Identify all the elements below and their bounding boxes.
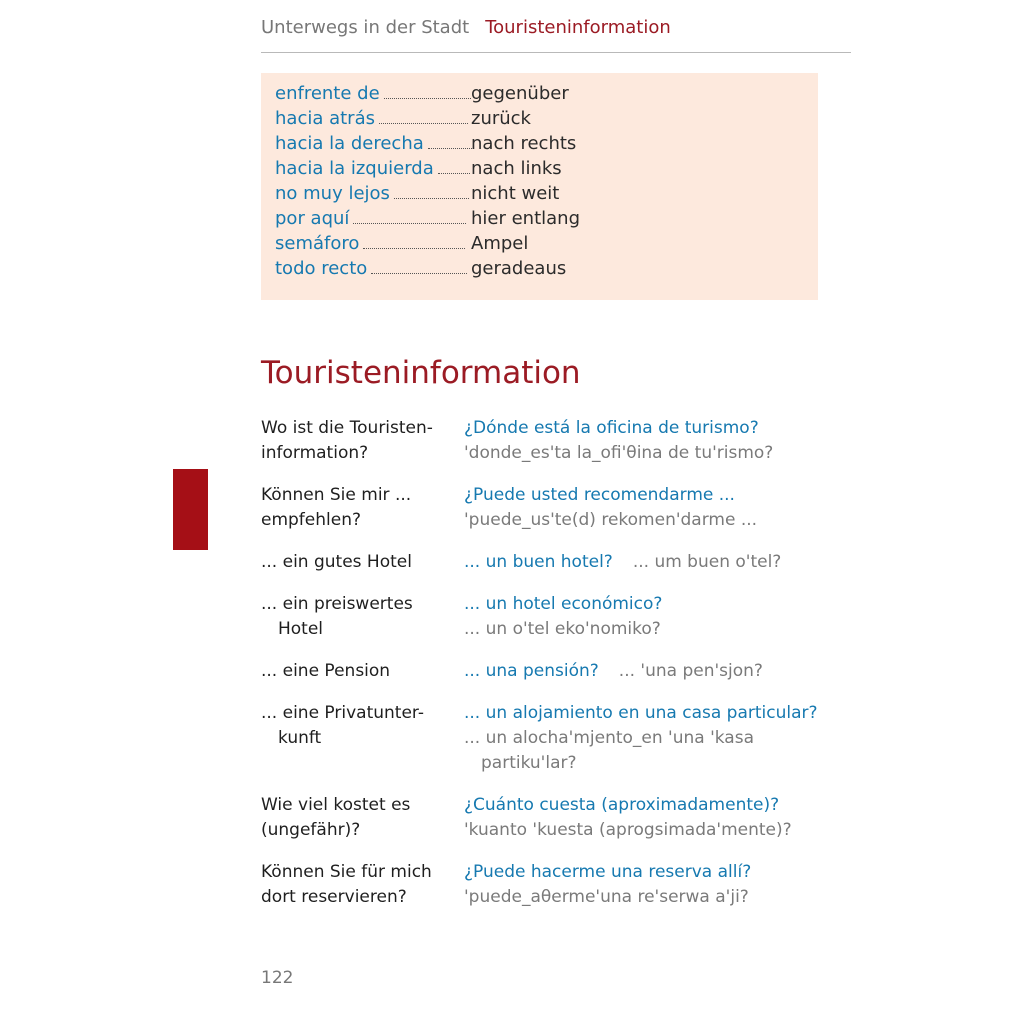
phrase-pronunciation: ... um buen o'tel? bbox=[632, 552, 782, 572]
phrase-spanish-text: ¿Cuánto cuesta (aproximadamente)? bbox=[464, 795, 780, 815]
vocab-german: gegenüber bbox=[471, 83, 569, 104]
phrase-german-line: Können Sie mir ... bbox=[261, 485, 412, 505]
phrase-pronunciation: ... un o'tel eko'nomiko? bbox=[464, 619, 661, 639]
phrase-german-line: ... eine Privatunter- bbox=[261, 703, 424, 723]
dot-leader bbox=[438, 173, 470, 174]
vocab-row bbox=[275, 106, 531, 131]
dot-leader bbox=[363, 248, 465, 249]
phrase-pronunciation: partiku'lar? bbox=[481, 753, 577, 773]
vocab-row bbox=[275, 81, 569, 106]
dot-leader bbox=[379, 123, 468, 124]
phrase-german-line: ... ein preiswertes bbox=[261, 594, 413, 614]
vocab-row bbox=[275, 231, 529, 256]
vocab-spanish: semáforo bbox=[275, 233, 360, 254]
chapter-tab-marker bbox=[173, 469, 208, 550]
vocab-german: hier entlang bbox=[471, 208, 581, 229]
phrase-spanish bbox=[464, 860, 864, 910]
phrase-german-line: Können Sie für mich bbox=[261, 862, 432, 882]
vocab-spanish: no muy lejos bbox=[275, 183, 390, 204]
phrase-german bbox=[261, 592, 456, 642]
dot-leader bbox=[384, 98, 471, 99]
vocab-spanish: hacia atrás bbox=[275, 108, 375, 129]
phrase-german-line: dort reservieren? bbox=[261, 887, 407, 907]
phrase-spanish bbox=[464, 793, 864, 843]
phrase-german bbox=[261, 793, 456, 843]
phrase-german bbox=[261, 860, 456, 910]
vocabulary-box bbox=[261, 73, 818, 300]
phrase-spanish-text: ... una pensión? bbox=[464, 661, 599, 681]
phrase-spanish bbox=[464, 659, 864, 684]
phrase-spanish bbox=[464, 701, 864, 776]
header-subsection: Touristeninformation bbox=[485, 17, 671, 38]
running-header bbox=[261, 14, 851, 53]
phrase-german-line: Hotel bbox=[278, 619, 324, 639]
phrase-german bbox=[261, 701, 456, 751]
phrase-spanish-text: ¿Dónde está la oficina de turismo? bbox=[464, 418, 759, 438]
phrase-german-line: Wo ist die Touristen- bbox=[261, 418, 433, 438]
page-title: Touristeninformation bbox=[261, 355, 581, 391]
vocab-row bbox=[275, 131, 577, 156]
phrase-german bbox=[261, 550, 456, 575]
dot-leader bbox=[371, 273, 467, 274]
phrase-pronunciation: 'puede_us'te(d) rekomen'darme ... bbox=[464, 510, 758, 530]
phrase-pronunciation: ... un alocha'mjento_en 'una 'kasa bbox=[464, 728, 754, 748]
dot-leader bbox=[353, 223, 466, 224]
phrase-spanish-text: ... un buen hotel? bbox=[464, 552, 613, 572]
vocab-german: geradeaus bbox=[471, 258, 567, 279]
vocab-german: Ampel bbox=[471, 233, 529, 254]
header-section: Unterwegs in der Stadt bbox=[261, 17, 470, 38]
phrase-german-line: empfehlen? bbox=[261, 510, 362, 530]
phrase-spanish bbox=[464, 592, 864, 642]
page-number: 122 bbox=[261, 968, 294, 988]
vocab-row bbox=[275, 256, 567, 281]
phrase-spanish bbox=[464, 550, 864, 575]
vocab-spanish: por aquí bbox=[275, 208, 350, 229]
phrase-german-line: ... eine Pension bbox=[261, 661, 391, 681]
vocab-spanish: hacia la izquierda bbox=[275, 158, 434, 179]
phrase-pronunciation: 'donde_es'ta la_ofi'θina de tu'rismo? bbox=[464, 443, 774, 463]
vocab-german: nach rechts bbox=[471, 133, 577, 154]
phrase-german-line: information? bbox=[261, 443, 369, 463]
phrase-spanish bbox=[464, 416, 864, 466]
phrase-german bbox=[261, 483, 456, 533]
phrase-german bbox=[261, 659, 456, 684]
phrase-spanish-text: ... un hotel económico? bbox=[464, 594, 663, 614]
phrase-german bbox=[261, 416, 456, 466]
vocab-row bbox=[275, 181, 560, 206]
vocab-spanish: enfrente de bbox=[275, 83, 380, 104]
vocab-spanish: todo recto bbox=[275, 258, 368, 279]
phrase-spanish-text: ¿Puede usted recomendarme ... bbox=[464, 485, 735, 505]
vocab-german: nicht weit bbox=[471, 183, 560, 204]
phrase-spanish-text: ... un alojamiento en una casa particular? bbox=[464, 703, 818, 723]
vocab-german: zurück bbox=[471, 108, 531, 129]
phrase-german-line: Wie viel kostet es bbox=[261, 795, 411, 815]
vocab-german: nach links bbox=[471, 158, 562, 179]
phrase-german-line: (ungefähr)? bbox=[261, 820, 361, 840]
phrase-german-line: kunft bbox=[278, 728, 322, 748]
phrase-spanish bbox=[464, 483, 864, 533]
dot-leader bbox=[394, 198, 469, 199]
phrase-pronunciation: 'puede_aθerme'una re'serwa a'ji? bbox=[464, 887, 749, 907]
phrase-pronunciation: 'kuanto 'kuesta (aprogsimada'mente)? bbox=[464, 820, 792, 840]
phrase-spanish-text: ¿Puede hacerme una reserva allí? bbox=[464, 862, 752, 882]
vocab-spanish: hacia la derecha bbox=[275, 133, 424, 154]
phrase-pronunciation: ... 'una pen'sjon? bbox=[618, 661, 763, 681]
vocab-row bbox=[275, 206, 581, 231]
dot-leader bbox=[428, 148, 472, 149]
phrase-german-line: ... ein gutes Hotel bbox=[261, 552, 412, 572]
vocab-row bbox=[275, 156, 562, 181]
